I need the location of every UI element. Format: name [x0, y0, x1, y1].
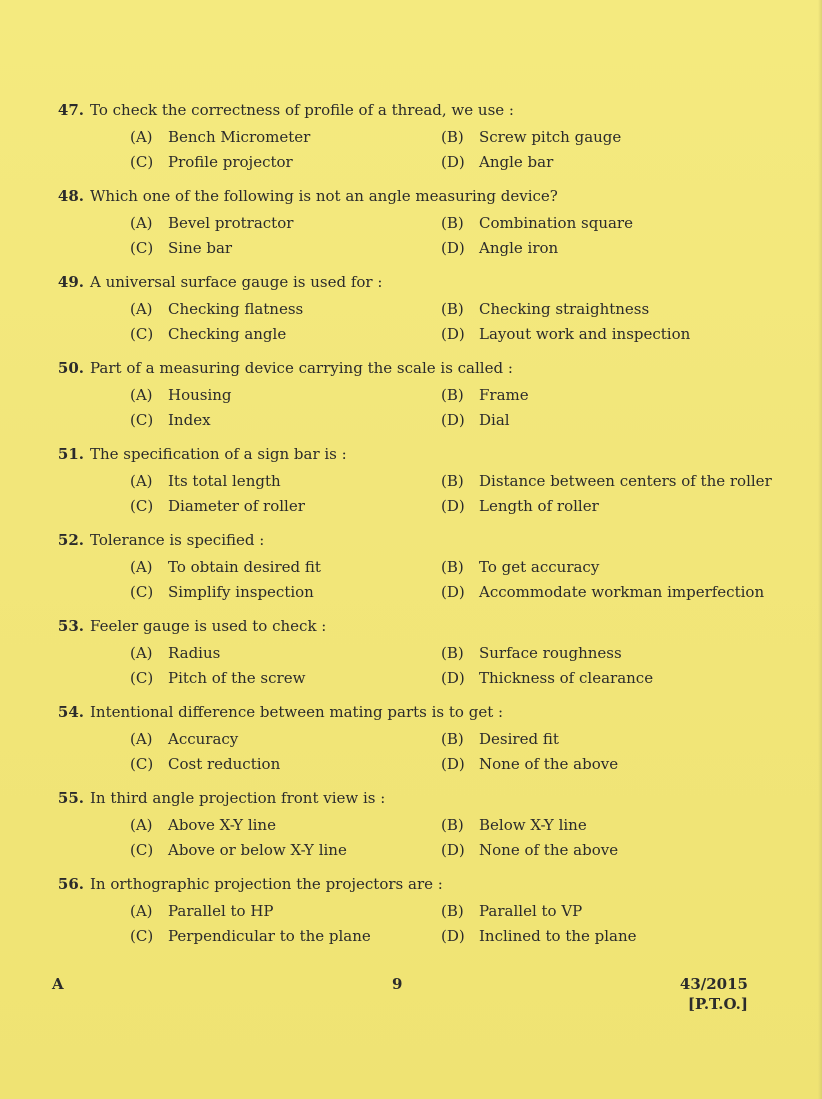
option-letter: (C): [130, 755, 154, 773]
option-text: Pitch of the screw: [168, 669, 306, 687]
option-letter: (B): [441, 300, 464, 318]
option-text: Sine bar: [168, 239, 233, 257]
option-text: Angle bar: [479, 153, 554, 171]
question-text: Which one of the following is not an angle measuring device?: [90, 187, 558, 205]
question-54: [0, 702, 822, 788]
page-number: 9: [392, 975, 403, 993]
option-letter: (A): [130, 558, 153, 576]
option-text: Parallel to VP: [479, 902, 583, 920]
option-letter: (C): [130, 497, 154, 515]
option-letter: (D): [441, 927, 465, 945]
question-number: 52.: [57, 531, 84, 549]
question-48: [0, 186, 822, 272]
option-letter: (A): [130, 300, 153, 318]
option-text: Desired fit: [479, 730, 559, 748]
option-text: Layout work and inspection: [479, 325, 691, 343]
option-text: To obtain desired fit: [168, 558, 321, 576]
option-letter: (D): [441, 583, 465, 601]
option-letter: (B): [441, 730, 464, 748]
question-55: [0, 788, 822, 874]
option-letter: (D): [441, 239, 465, 257]
question-number: 49.: [57, 273, 84, 291]
option-letter: (C): [130, 239, 154, 257]
option-text: None of the above: [479, 841, 619, 859]
option-text: Angle iron: [479, 239, 559, 257]
option-text: Checking angle: [168, 325, 287, 343]
question-text: A universal surface gauge is used for :: [90, 273, 383, 291]
option-letter: (A): [130, 644, 153, 662]
question-number: 55.: [57, 789, 84, 807]
option-letter: (D): [441, 325, 465, 343]
pto-label: [P.T.O.]: [687, 995, 748, 1013]
question-number: 54.: [57, 703, 84, 721]
option-letter: (B): [441, 558, 464, 576]
option-text: Profile projector: [168, 153, 293, 171]
option-letter: (B): [441, 386, 464, 404]
option-letter: (B): [441, 214, 464, 232]
option-letter: (C): [130, 411, 154, 429]
option-text: Inclined to the plane: [479, 927, 637, 945]
option-letter: (B): [441, 816, 464, 834]
option-letter: (C): [130, 841, 154, 859]
option-letter: (D): [441, 669, 465, 687]
option-letter: (B): [441, 902, 464, 920]
question-text: In orthographic projection the projectors are :: [90, 875, 443, 893]
question-52: [0, 530, 822, 616]
option-text: Surface roughness: [479, 644, 622, 662]
question-text: Part of a measuring device carrying the scale is called :: [90, 359, 513, 377]
question-number: 53.: [57, 617, 84, 635]
option-letter: (C): [130, 583, 154, 601]
option-letter: (D): [441, 411, 465, 429]
option-text: Length of roller: [479, 497, 599, 515]
option-text: Checking flatness: [168, 300, 304, 318]
question-56: [0, 874, 822, 960]
option-letter: (C): [130, 927, 154, 945]
question-number: 51.: [57, 445, 84, 463]
option-text: Bevel protractor: [168, 214, 294, 232]
option-letter: (B): [441, 644, 464, 662]
question-number: 47.: [57, 101, 84, 119]
question-text: The specification of a sign bar is :: [90, 445, 347, 463]
option-text: Above or below X-Y line: [168, 841, 347, 859]
series-label: A: [52, 975, 64, 993]
question-text: Feeler gauge is used to check :: [90, 617, 327, 635]
option-text: Bench Micrometer: [168, 128, 311, 146]
option-text: Accuracy: [168, 730, 239, 748]
option-letter: (C): [130, 325, 154, 343]
option-letter: (A): [130, 472, 153, 490]
option-letter: (C): [130, 669, 154, 687]
question-text: To check the correctness of profile of a thread, we use :: [90, 101, 514, 119]
option-letter: (D): [441, 841, 465, 859]
option-text: Frame: [479, 386, 529, 404]
question-47: [0, 100, 822, 186]
option-text: Dial: [479, 411, 510, 429]
option-text: Index: [168, 411, 211, 429]
option-letter: (C): [130, 153, 154, 171]
option-letter: (D): [441, 497, 465, 515]
question-number: 50.: [57, 359, 84, 377]
question-number: 56.: [57, 875, 84, 893]
option-letter: (A): [130, 214, 153, 232]
option-text: None of the above: [479, 755, 619, 773]
option-letter: (D): [441, 755, 465, 773]
option-letter: (A): [130, 730, 153, 748]
option-text: Diameter of roller: [168, 497, 305, 515]
option-text: Housing: [168, 386, 232, 404]
option-letter: (A): [130, 816, 153, 834]
page-footer: [0, 970, 822, 1030]
question-53: [0, 616, 822, 702]
paper-code: 43/2015: [679, 975, 748, 993]
question-text: Intentional difference between mating parts is to get :: [90, 703, 504, 721]
option-text: Checking straightness: [479, 300, 650, 318]
question-49: [0, 272, 822, 358]
question-number: 48.: [57, 187, 84, 205]
option-letter: (D): [441, 153, 465, 171]
option-text: Screw pitch gauge: [479, 128, 622, 146]
option-letter: (A): [130, 386, 153, 404]
option-letter: (B): [441, 472, 464, 490]
option-text: Above X-Y line: [168, 816, 276, 834]
question-text: In third angle projection front view is :: [90, 789, 386, 807]
option-text: Radius: [168, 644, 221, 662]
option-text: Perpendicular to the plane: [168, 927, 371, 945]
option-text: Distance between centers of the roller: [479, 472, 772, 490]
option-text: Parallel to HP: [168, 902, 274, 920]
option-text: Its total length: [168, 472, 281, 490]
question-51: [0, 444, 822, 530]
option-text: Thickness of clearance: [479, 669, 654, 687]
option-text: Below X-Y line: [479, 816, 587, 834]
question-text: Tolerance is specified :: [90, 531, 265, 549]
question-list: [0, 100, 822, 960]
option-text: To get accuracy: [479, 558, 600, 576]
option-letter: (B): [441, 128, 464, 146]
option-text: Accommodate workman imperfection: [479, 583, 765, 601]
question-50: [0, 358, 822, 444]
option-text: Cost reduction: [168, 755, 281, 773]
option-text: Simplify inspection: [168, 583, 314, 601]
option-letter: (A): [130, 902, 153, 920]
option-letter: (A): [130, 128, 153, 146]
code-block: [680, 974, 748, 1014]
option-text: Combination square: [479, 214, 633, 232]
